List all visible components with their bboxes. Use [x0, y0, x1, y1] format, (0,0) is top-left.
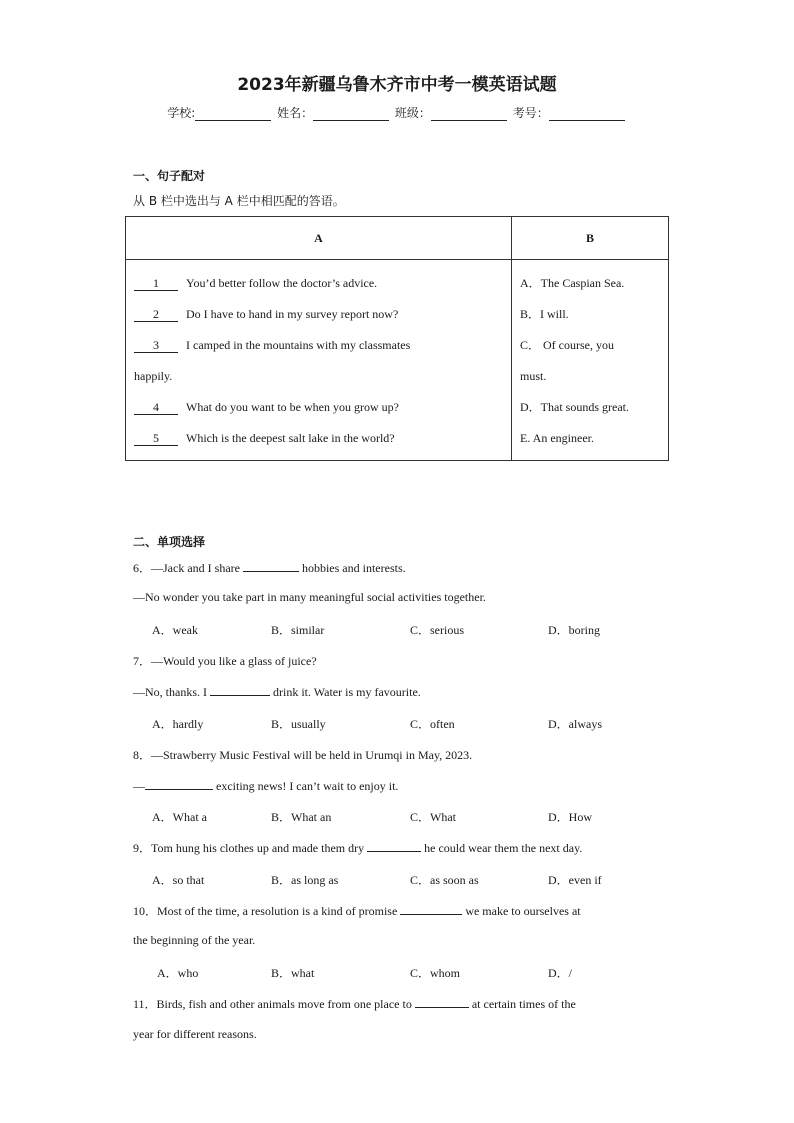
column-b-header: B [512, 217, 669, 260]
answer-blank[interactable] [210, 683, 270, 696]
a-item-continuation: happily. [134, 369, 173, 383]
option-c[interactable]: C．whom [410, 966, 461, 980]
a-item: 1 You’d better follow the doctor’s advice. [134, 268, 503, 299]
question-10-line2: the beginning of the year. [133, 933, 256, 947]
class-blank[interactable] [431, 108, 507, 121]
b-item: E. An engineer. [520, 431, 594, 445]
option-d[interactable]: D．How [548, 810, 592, 824]
option-c[interactable]: C．serious [410, 623, 465, 637]
option-d[interactable]: D．/ [548, 966, 573, 980]
question-6-line2: —No wonder you take part in many meaningful social activities together. [133, 590, 486, 604]
name-blank[interactable] [313, 108, 389, 121]
exam-no-blank[interactable] [549, 108, 625, 121]
answer-blank[interactable]: 1 [134, 277, 178, 291]
question-9: 9．Tom hung his clothes up and made them dry he could wear them the next day. [133, 841, 583, 855]
school-blank[interactable] [195, 108, 271, 121]
question-8: 8．—Strawberry Music Festival will be held in Urumqi in May, 2023. [133, 748, 473, 762]
option-b[interactable]: B．as long as [271, 873, 339, 887]
section1-heading: 一、句子配对 [133, 169, 206, 183]
option-a[interactable]: A．What a [152, 810, 207, 824]
a-item: 2 Do I have to hand in my survey report now? [134, 299, 503, 330]
student-info-line [0, 104, 794, 121]
matching-table [125, 216, 669, 461]
answer-blank[interactable]: 4 [134, 401, 178, 415]
column-b-cell [512, 260, 669, 461]
answer-blank[interactable]: 3 [134, 339, 178, 353]
name-label: 姓名： [277, 106, 314, 120]
b-item: C． Of course, you [520, 338, 614, 352]
option-a[interactable]: A．who [157, 966, 199, 980]
b-item-continuation: must. [520, 369, 547, 383]
question-10: 10．Most of the time, a resolution is a kind of promise we make to ourselves at [133, 904, 581, 918]
option-c[interactable]: C．often [410, 717, 455, 731]
answer-blank[interactable] [367, 839, 421, 852]
question-11-line2: year for different reasons. [133, 1027, 257, 1041]
option-d[interactable]: D．even if [548, 873, 602, 887]
option-b[interactable]: B．similar [271, 623, 325, 637]
answer-blank[interactable]: 5 [134, 432, 178, 446]
column-a-cell [126, 260, 512, 461]
option-b[interactable]: B．what [271, 966, 315, 980]
question-8-line2: — exciting news! I can’t wait to enjoy it. [133, 779, 399, 793]
b-item: D．That sounds great. [520, 400, 629, 414]
option-a[interactable]: A．hardly [152, 717, 204, 731]
option-b[interactable]: B．What an [271, 810, 332, 824]
option-d[interactable]: D．boring [548, 623, 600, 637]
question-7-line2: —No, thanks. I drink it. Water is my favourite. [133, 685, 421, 699]
exam-no-label: 考号： [512, 106, 549, 120]
answer-blank[interactable]: 2 [134, 308, 178, 322]
answer-blank[interactable] [400, 902, 462, 915]
column-a-header: A [126, 217, 512, 260]
option-d[interactable]: D．always [548, 717, 602, 731]
option-c[interactable]: C．as soon as [410, 873, 479, 887]
school-label: 学校: [167, 106, 196, 120]
question-6: 6．—Jack and I share hobbies and interests. [133, 561, 406, 575]
b-item: B．I will. [520, 307, 569, 321]
class-label: 班级： [394, 106, 431, 120]
option-a[interactable]: A．so that [152, 873, 205, 887]
a-item: 4 What do you want to be when you grow up? [134, 392, 503, 423]
page-title: 2023年新疆乌鲁木齐市中考一模英语试题 [237, 75, 557, 95]
question-11: 11．Birds, fish and other animals move from one place to at certain times of the [133, 997, 576, 1011]
answer-blank[interactable] [145, 777, 213, 790]
answer-blank[interactable] [415, 995, 469, 1008]
option-b[interactable]: B．usually [271, 717, 326, 731]
answer-blank[interactable] [243, 559, 299, 572]
option-a[interactable]: A．weak [152, 623, 198, 637]
b-item: A．The Caspian Sea. [520, 276, 625, 290]
section1-instruction: 从 B 栏中选出与 A 栏中相匹配的答语。 [133, 194, 345, 208]
option-c[interactable]: C．What [410, 810, 456, 824]
question-7: 7．—Would you like a glass of juice? [133, 654, 317, 668]
a-item: 3 I camped in the mountains with my classmates [134, 330, 503, 361]
a-item: 5 Which is the deepest salt lake in the world? [134, 423, 503, 454]
section2-heading: 二、单项选择 [133, 535, 206, 549]
